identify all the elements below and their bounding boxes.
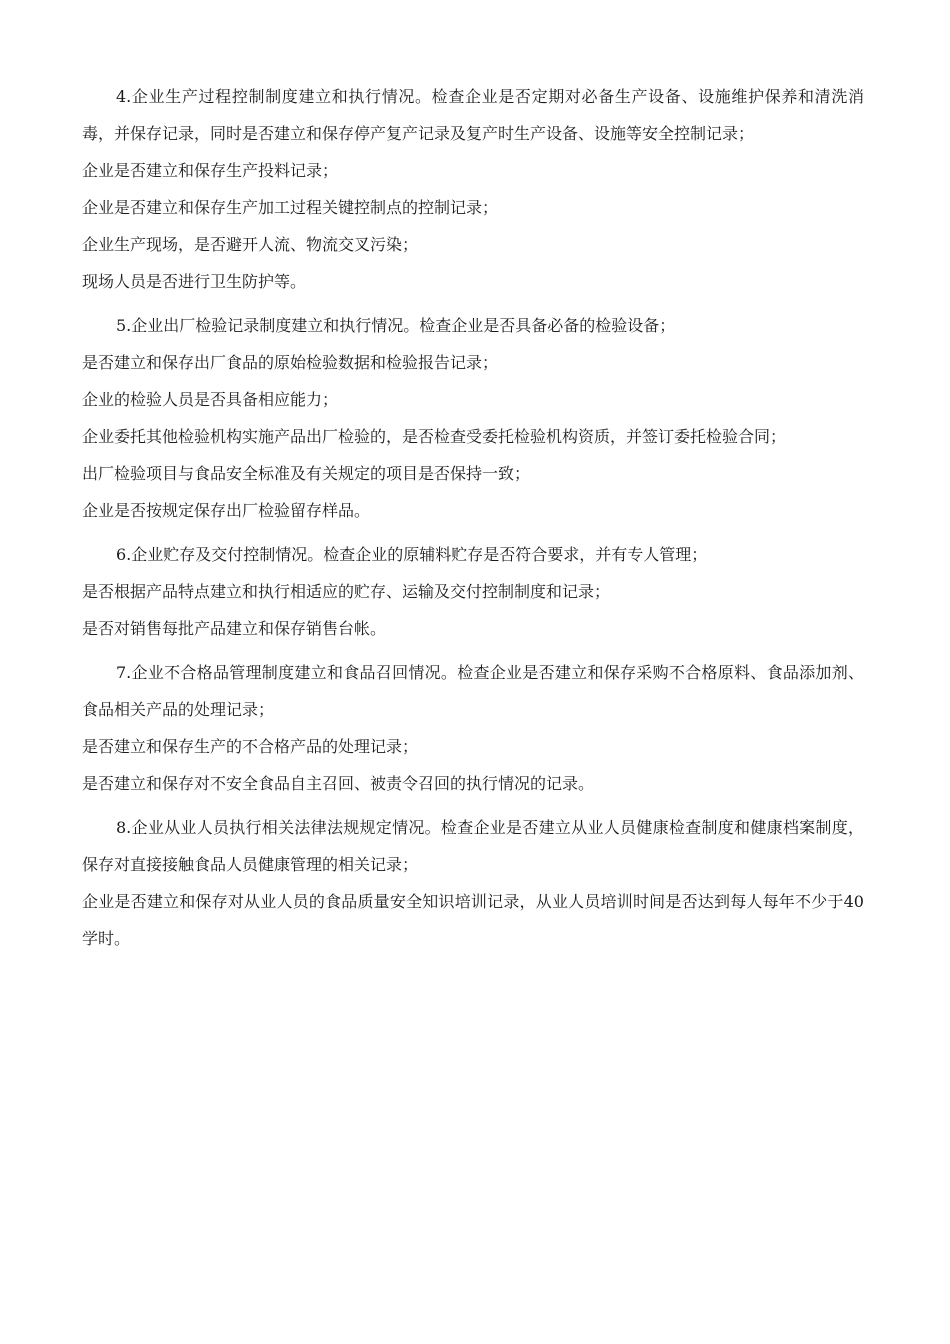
section-8-lead: 8.企业从业人员执行相关法律法规规定情况。检查企业是否建立从业人员健康检查制度和健康档案制度，保存对直接接触食品人员健康管理的相关记录； [82, 818, 864, 874]
section-4-item: 企业是否建立和保存生产加工过程关键控制点的控制记录； [82, 198, 499, 217]
section-7-lead: 7.企业不合格品管理制度建立和食品召回情况。检查企业是否建立和保存采购不合格原料、食品添加剂、食品相关产品的处理记录； [82, 663, 864, 719]
section-4-lead: 4.企业生产过程控制制度建立和执行情况。检查企业是否定期对必备生产设备、设施维护保养和清洗消毒，并保存记录，同时是否建立和保存停产复产记录及复产时生产设备、设施等安全控制记录； [82, 87, 864, 143]
section-5-item: 出厂检验项目与食品安全标准及有关规定的项目是否保持一致； [82, 464, 531, 483]
section-5-item: 企业的检验人员是否具备相应能力； [82, 390, 339, 409]
section-5-item: 企业是否按规定保存出厂检验留存样品。 [82, 501, 371, 520]
section-5-item: 企业委托其他检验机构实施产品出厂检验的，是否检查受委托检验机构资质，并签订委托检验合同； [82, 427, 787, 446]
section-4-item: 企业生产现场，是否避开人流、物流交叉污染； [82, 235, 419, 254]
section-7-item: 是否建立和保存对不安全食品自主召回、被责令召回的执行情况的记录。 [82, 774, 595, 793]
section-7 [82, 654, 864, 802]
section-4-item: 企业是否建立和保存生产投料记录； [82, 161, 339, 180]
section-5 [82, 307, 864, 529]
section-5-item: 是否建立和保存出厂食品的原始检验数据和检验报告记录； [82, 353, 499, 372]
section-8-item: 企业是否建立和保存对从业人员的食品质量安全知识培训记录，从业人员培训时间是否达到每人每年不少于40学时。 [82, 892, 864, 948]
section-6-item: 是否根据产品特点建立和执行相适应的贮存、运输及交付控制制度和记录； [82, 582, 611, 601]
section-7-item: 是否建立和保存生产的不合格产品的处理记录； [82, 737, 419, 756]
section-6 [82, 536, 864, 647]
document-page [82, 78, 864, 957]
section-6-lead: 6.企业贮存及交付控制情况。检查企业的原辅料贮存是否符合要求，并有专人管理； [116, 545, 708, 564]
section-4-item: 现场人员是否进行卫生防护等。 [82, 272, 307, 291]
section-5-lead: 5.企业出厂检验记录制度建立和执行情况。检查企业是否具备必备的检验设备； [116, 316, 676, 335]
section-8 [82, 809, 864, 957]
section-4 [82, 78, 864, 300]
section-6-item: 是否对销售每批产品建立和保存销售台帐。 [82, 619, 387, 638]
